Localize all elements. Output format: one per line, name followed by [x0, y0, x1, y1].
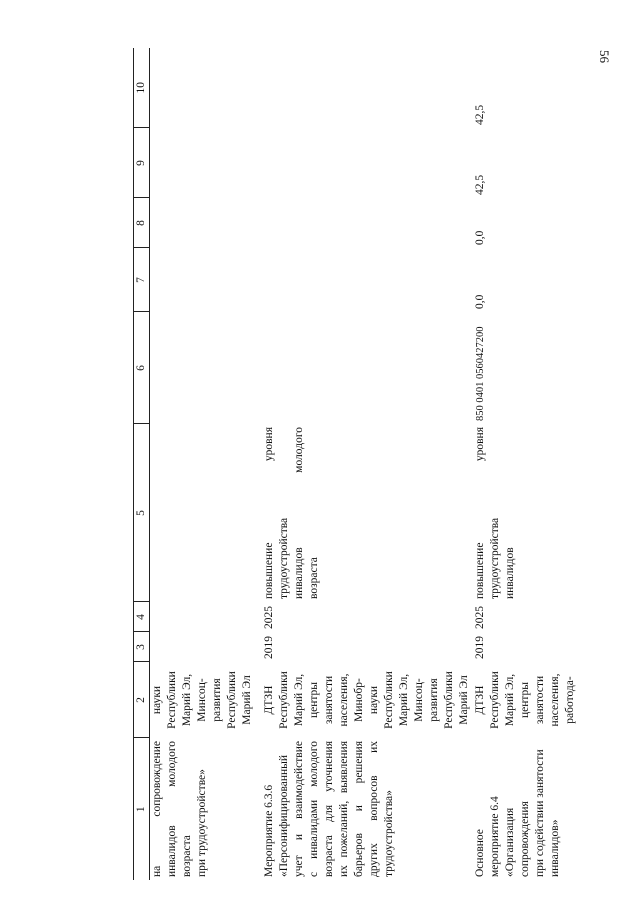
- cell-text: 42,5: [474, 174, 486, 195]
- cell-line: науки: [368, 685, 380, 715]
- cell-c1: [473, 738, 578, 880]
- cell-c2: [150, 662, 263, 738]
- cell-line: Республики: [383, 671, 395, 729]
- cell-line: мероприятие 6.4: [489, 796, 501, 877]
- cell-line: инвалидов молодого: [293, 427, 305, 599]
- header-cell-2: 2: [134, 662, 150, 738]
- cell-line: при содействии занятости: [534, 749, 546, 877]
- cell-line: Республики: [489, 671, 501, 729]
- cell-text: 0,0: [474, 294, 486, 309]
- header-cell-9: 9: [134, 128, 150, 198]
- cell-line: Основное: [474, 829, 486, 877]
- header-cell-7: 7: [134, 248, 150, 312]
- header-cell-4: 4: [134, 602, 150, 632]
- cell-c7: [473, 248, 578, 312]
- cell-line: Марий Эл,: [181, 673, 193, 727]
- cell-c7: [262, 248, 473, 312]
- table-row: [262, 48, 473, 880]
- cell-line: Минсоц-: [413, 678, 425, 722]
- cell-c6: [262, 312, 473, 424]
- cell-line: других вопросов их: [368, 741, 380, 877]
- cell-c10: [473, 48, 578, 128]
- cell-line: Минобр-: [353, 678, 365, 722]
- cell-line: центры: [519, 681, 531, 719]
- header-cell-1: 1: [134, 738, 150, 880]
- cell-c8: [262, 198, 473, 248]
- cell-text: 2025: [474, 606, 486, 629]
- cell-c7: [150, 248, 263, 312]
- cell-line: Марий Эл,: [398, 673, 410, 727]
- cell-line: «Персонифицированный: [278, 754, 290, 877]
- cell-line: их пожеланий, выявления: [338, 741, 350, 877]
- cell-line: при трудоустройстве»: [196, 769, 208, 877]
- cell-line: сопровождения: [519, 801, 531, 877]
- cell-c2: [262, 662, 473, 738]
- cell-line: повышение уровня: [474, 427, 486, 599]
- cell-line: инвалидов молодого: [166, 741, 178, 877]
- cell-line: трудоустройства: [489, 517, 501, 599]
- table-body: [150, 48, 579, 880]
- cell-line: Республики: [226, 671, 238, 729]
- cell-line: Минсоц-: [196, 678, 208, 722]
- cell-c9: [262, 128, 473, 198]
- header-cell-3: 3: [134, 632, 150, 662]
- page-number: 56: [597, 50, 612, 63]
- cell-text: 2019: [263, 636, 275, 659]
- cell-line: Мероприятие 6.3.6: [263, 784, 275, 877]
- cell-line: Марий Эл: [241, 675, 253, 725]
- cell-line: инвалидов: [504, 547, 516, 599]
- cell-c4: [262, 602, 473, 632]
- cell-line: Республики: [443, 671, 455, 729]
- cell-text: 42,5: [474, 104, 486, 125]
- cell-line: трудоустройства: [278, 517, 290, 599]
- cell-line: Марий Эл,: [504, 673, 516, 727]
- cell-c8: [150, 198, 263, 248]
- cell-c5: [262, 424, 473, 602]
- cell-c4: [150, 602, 263, 632]
- header-row: [134, 48, 150, 880]
- cell-line: Марий Эл: [458, 675, 470, 725]
- table-row: [473, 48, 578, 880]
- cell-line: учет и взаимодействие: [293, 741, 305, 877]
- cell-line: возраста: [308, 557, 320, 599]
- cell-line: работода-: [564, 676, 576, 724]
- cell-c1: [150, 738, 263, 880]
- cell-line: на сопровождение: [151, 741, 163, 877]
- cell-c5: [150, 424, 263, 602]
- cell-text: 2019: [474, 636, 486, 659]
- cell-c5: [473, 424, 578, 602]
- header-cell-6: 6: [134, 312, 150, 424]
- cell-line: развития: [211, 678, 223, 722]
- cell-line: населения,: [549, 673, 561, 727]
- cell-line: занятости: [534, 675, 546, 725]
- cell-line: повышение уровня: [263, 427, 275, 599]
- cell-line: ДТЗН: [474, 685, 486, 715]
- cell-line: Республики: [166, 671, 178, 729]
- cell-line: барьеров и решения: [353, 741, 365, 877]
- cell-line: с инвалидами молодого: [308, 741, 320, 877]
- cell-line: занятости: [323, 675, 335, 725]
- cell-c10: [150, 48, 263, 128]
- cell-c9: [473, 128, 578, 198]
- header-cell-8: 8: [134, 198, 150, 248]
- cell-text: 0,0: [474, 230, 486, 245]
- cell-c3: [262, 632, 473, 662]
- cell-line: трудоустройства»: [383, 790, 395, 877]
- cell-c10: [262, 48, 473, 128]
- cell-line: инвалидов»: [549, 819, 561, 877]
- cell-text: 850 0401 0560427200: [475, 326, 486, 421]
- cell-text: 2025: [263, 606, 275, 629]
- table-row: [150, 48, 263, 880]
- header-cell-10: 10: [134, 48, 150, 128]
- cell-line: развития: [428, 678, 440, 722]
- cell-c3: [473, 632, 578, 662]
- cell-c6: [473, 312, 578, 424]
- cell-c3: [150, 632, 263, 662]
- program-table: [133, 48, 578, 880]
- cell-c8: [473, 198, 578, 248]
- cell-c1: [262, 738, 473, 880]
- header-cell-5: 5: [134, 424, 150, 602]
- cell-line: возраста: [181, 835, 193, 877]
- cell-c2: [473, 662, 578, 738]
- cell-line: «Организация: [504, 807, 516, 877]
- cell-line: Республики: [278, 671, 290, 729]
- cell-line: центры: [308, 681, 320, 719]
- cell-line: ДТЗН: [263, 685, 275, 715]
- document-table-rotated: [133, 48, 576, 880]
- cell-line: науки: [151, 685, 163, 715]
- cell-c6: [150, 312, 263, 424]
- cell-line: Марий Эл,: [293, 673, 305, 727]
- cell-c9: [150, 128, 263, 198]
- cell-c4: [473, 602, 578, 632]
- cell-line: возраста для уточнения: [323, 741, 335, 877]
- cell-line: населения,: [338, 673, 350, 727]
